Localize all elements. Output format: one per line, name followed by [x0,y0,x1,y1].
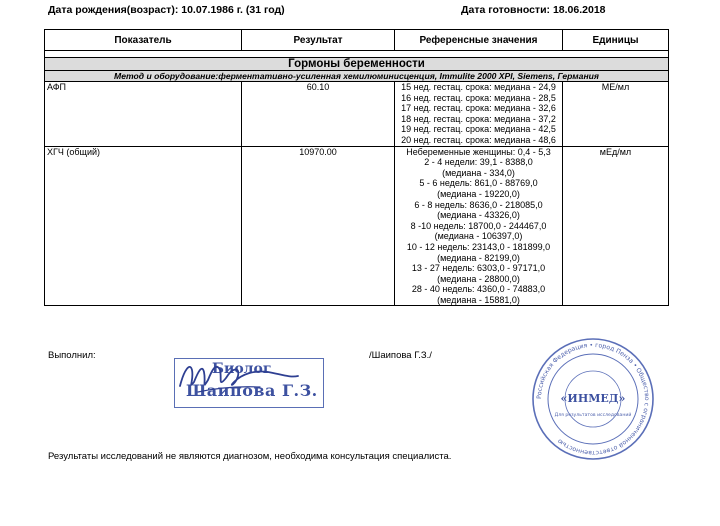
ready-date-value: 18.06.2018 [552,4,606,16]
reference-line: 19 нед. гестац. срока: медиана - 42,5 [401,124,556,135]
row-reference [395,82,563,147]
name-stamp-role: Биолог [212,361,272,377]
group-method: Метод и оборудование:ферментативно-усиленная хемилюминисценция, Immulite 2000 XPI, Siemens, Германия [45,71,669,82]
row-result: 10970.00 [242,146,395,306]
name-stamp-name: Шаипова Г.З. [186,381,318,400]
row-unit: МЕ/мл [563,82,669,147]
performed-by-label: Выполнил: [48,350,96,361]
reference-line: 5 - 6 недель: 861,0 - 88769,0 [419,178,538,189]
ready-date [461,4,606,16]
table-row [45,146,669,306]
table-header [45,30,669,51]
reference-line: 2 - 4 недели: 39,1 - 8388,0 [424,157,533,168]
reference-line: 13 - 27 недель: 6303,0 - 97171,0 [411,263,546,274]
column-header: Единицы [563,30,669,51]
reference-line: 20 нед. гестац. срока: медиана - 48,6 [401,134,556,145]
ready-date-label: Дата готовности: [461,4,551,16]
reference-line: (медиана - 43326,0) [437,210,520,221]
birth-date-value: 10.07.1986 г. (31 год) [181,4,285,16]
round-seal-stamp [530,336,656,462]
reference-line: 8 -10 недель: 18700,0 - 244467,0 [410,220,547,231]
reference-line: 17 нед. гестац. срока: медиана - 32,6 [401,103,556,114]
reference-line: 28 - 40 недель: 4360,0 - 74883,0 [411,284,546,295]
row-reference [395,146,563,306]
row-name: ХГЧ (общий) [45,146,242,306]
seal-ring-text: Российская Федерация • город Пенза • Общество с ограниченной ответственностью [535,341,651,457]
disclaimer: Результаты исследований не являются диагнозом, необходима консультация специалиста. [48,451,452,462]
reference-line: 10 - 12 недель: 23143,0 - 181899,0 [406,241,551,252]
seal-center-text: «ИНМЕД» [560,392,626,405]
reference-line: (медиана - 19220,0) [437,188,520,199]
column-header: Результат [242,30,395,51]
reference-line: (медиана - 106397,0) [434,231,523,242]
reference-line: 15 нед. гестац. срока: медиана - 24,9 [401,82,556,92]
table-row [45,82,669,147]
reference-line: 16 нед. гестац. срока: медиана - 28,5 [401,92,556,103]
birth-date-label: Дата рождения(возраст): [48,4,179,16]
reference-line: 6 - 8 недель: 8636,0 - 218085,0 [414,199,543,210]
cut-off-header-line [430,0,630,2]
performer-name: /Шаипова Г.З./ [369,350,432,361]
spacer-row [45,51,669,58]
birth-date [48,4,285,16]
seal-inner-text: Для результатов исследований [554,413,632,418]
handwritten-signature [168,352,328,410]
row-result: 60.10 [242,82,395,147]
reference-line: (медиана - 28800,0) [437,273,520,284]
column-header: Референсные значения [395,30,563,51]
reference-line: Небеременные женщины: 0,4 - 5,3 [406,146,551,157]
column-header: Показатель [45,30,242,51]
reference-line: (медиана - 15881,0) [437,294,520,305]
results-table [44,29,669,306]
reference-line: (медиана - 82199,0) [437,252,520,263]
row-name: АФП [45,82,242,147]
row-unit: мЕд/мл [563,146,669,306]
reference-line: (медиана - 334,0) [442,167,515,178]
reference-line: 18 нед. гестац. срока: медиана - 37,2 [401,113,556,124]
group-title: Гормоны беременности [45,58,669,71]
